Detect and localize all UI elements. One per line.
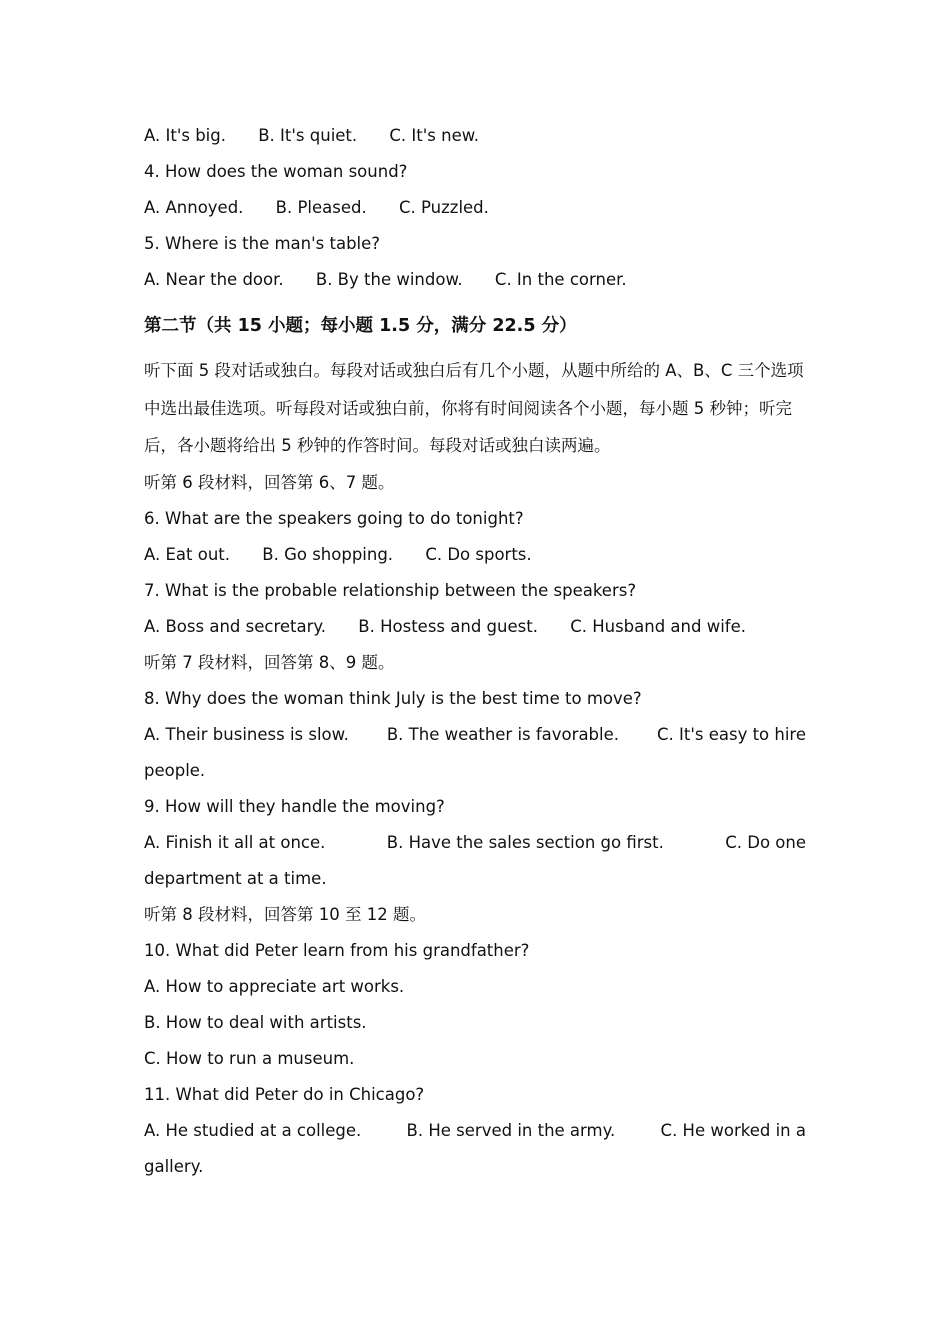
option-b: B. He served in the army. — [406, 1120, 616, 1140]
material-8-label: 听第 8 段材料，回答第 10 至 12 题。 — [144, 904, 426, 924]
q10-option-a: A. How to appreciate art works. — [144, 976, 405, 996]
q7-options — [144, 609, 806, 645]
option-a: A. It's big. — [144, 126, 226, 145]
section-instructions: 听下面 5 段对话或独白。每段对话或独白后有几个小题，从题中所给的 A、B、C 三个选项中选出最佳选项。听每段对话或独白前，你将有时间阅读各个小题，每小题 5 秒钟；听完后，各小题将给出 5 秒钟的作答时间。每段对话或独白读两遍。 — [144, 361, 804, 455]
q6-options — [144, 537, 806, 573]
option-c: C. It's new. — [389, 126, 479, 145]
option-a: A. Eat out. — [144, 544, 231, 564]
q8-option-continuation: people. — [144, 760, 206, 780]
q9-question: 9. How will they handle the moving? — [144, 796, 445, 816]
option-c: C. He worked in a — [660, 1120, 806, 1140]
q11-options — [144, 1113, 806, 1149]
option-b: B. The weather is favorable. — [386, 724, 620, 744]
exam-page — [144, 118, 806, 1185]
option-b: B. Go shopping. — [262, 544, 394, 564]
q9-option-continuation: department at a time. — [144, 868, 327, 888]
q10-option-b: B. How to deal with artists. — [144, 1012, 367, 1032]
material-7-label: 听第 7 段材料，回答第 8、9 题。 — [144, 652, 395, 672]
q5-question: 5. Where is the man's table? — [144, 234, 381, 253]
q4-question: 4. How does the woman sound? — [144, 162, 408, 181]
option-c: C. It's easy to hire — [656, 724, 806, 744]
option-c: C. Do one — [725, 832, 806, 852]
q5-options — [144, 262, 806, 298]
option-c: C. In the corner. — [494, 270, 627, 289]
q11-option-continuation: gallery. — [144, 1156, 204, 1176]
q3-options — [144, 118, 806, 154]
option-b: B. By the window. — [315, 270, 463, 289]
option-a: A. Annoyed. — [144, 198, 244, 217]
option-a: A. Near the door. — [144, 270, 284, 289]
q9-options — [144, 825, 806, 861]
material-6-label: 听第 6 段材料，回答第 6、7 题。 — [144, 472, 395, 492]
option-a: A. Boss and secretary. — [144, 616, 327, 636]
q4-options — [144, 190, 806, 226]
section-heading: 第二节（共 15 小题；每小题 1.5 分，满分 22.5 分） — [144, 316, 577, 336]
option-b: B. Hostess and guest. — [358, 616, 538, 636]
q8-question: 8. Why does the woman think July is the best time to move? — [144, 688, 642, 708]
option-b: B. Pleased. — [275, 198, 367, 217]
option-a: A. Finish it all at once. — [144, 832, 326, 852]
option-b: B. Have the sales section go first. — [386, 832, 664, 852]
q7-question: 7. What is the probable relationship between the speakers? — [144, 580, 637, 600]
option-c: C. Puzzled. — [399, 198, 489, 217]
option-c: C. Husband and wife. — [570, 616, 747, 636]
q10-option-c: C. How to run a museum. — [144, 1048, 355, 1068]
option-c: C. Do sports. — [425, 544, 532, 564]
q11-question: 11. What did Peter do in Chicago? — [144, 1084, 425, 1104]
option-a: A. He studied at a college. — [144, 1120, 362, 1140]
q8-options — [144, 717, 806, 753]
option-b: B. It's quiet. — [258, 126, 358, 145]
option-a: A. Their business is slow. — [144, 724, 349, 744]
q10-question: 10. What did Peter learn from his grandfather? — [144, 940, 530, 960]
q6-question: 6. What are the speakers going to do tonight? — [144, 508, 524, 528]
